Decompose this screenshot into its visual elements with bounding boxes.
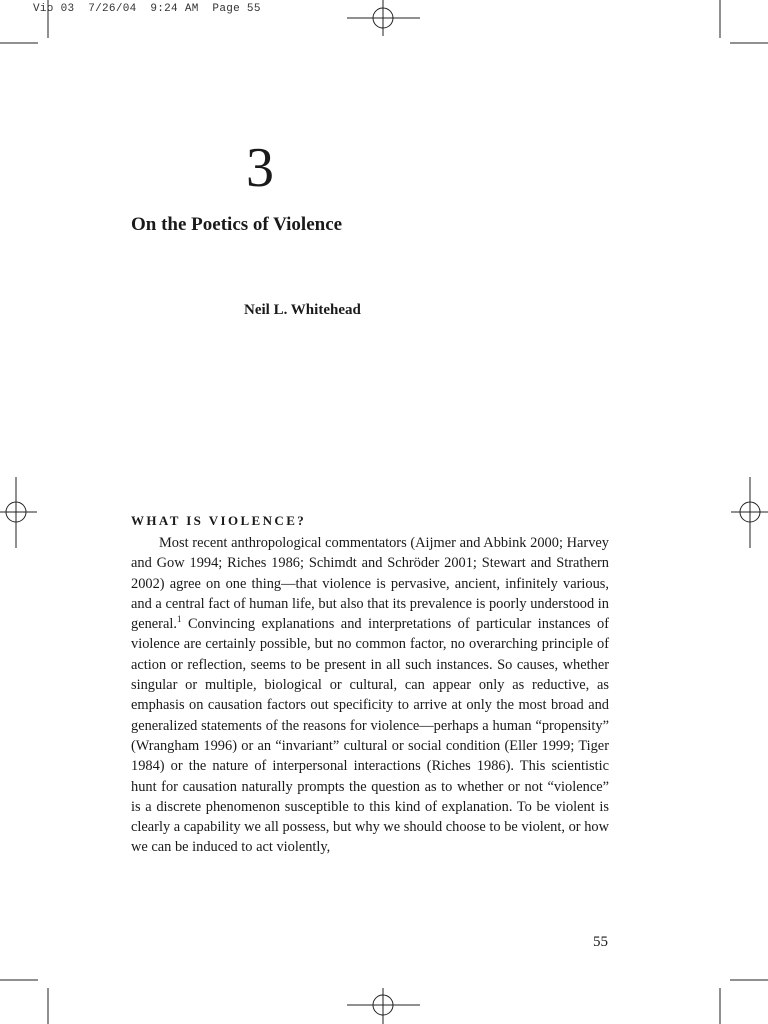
registration-mark-bottom xyxy=(347,988,420,1024)
registration-mark-right xyxy=(731,477,768,548)
registration-mark-top xyxy=(347,0,420,36)
body-text-part-1: Most recent anthropological commentators (Aijmer and Abbink 2000; Harvey and Gow 1994; Riches 1986; Schimdt and Schröder 2001; Stewart and Strathern 2002) agree on one thing—that violence is pervasive, ancient, infinitely various, and a central fact of human life, but also that its prevalence is poorly understood in general. xyxy=(131,535,609,633)
body-paragraph xyxy=(131,533,609,858)
section-heading: WHAT IS VIOLENCE? xyxy=(131,513,307,528)
chapter-title: On the Poetics of Violence xyxy=(131,214,343,235)
print-slug-line: Vio 03 7/26/04 9:24 AM Page 55 xyxy=(33,3,261,15)
body-text-part-2: Convincing explanations and interpretations of particular instances of violence are certainly possible, but no common factor, no overarching principle of action or reflection, seems to be present in all such instances. So causes, whether singular or multiple, biological or cultural, can appear only as reductive, as emphasis on causation factors out specificity to arrive at only the most broad and generalized statements of the reasons for violence—perhaps a human “propensity” (Wrangham 1996) or an “invariant” cultural or social condition (Eller 1999; Tiger 1984) or the nature of interpersonal interactions (Riches 1986). This scientistic hunt for causation naturally prompts the question as to whether or not “violence” is a discrete phenomenon susceptible to this kind of explanation. To be violent is clearly a capability we all possess, but why we should choose to be violent, or how we can be induced to act violently, xyxy=(131,616,609,856)
chapter-author: Neil L. Whitehead xyxy=(244,302,361,318)
chapter-number: 3 xyxy=(246,137,274,199)
page-number: 55 xyxy=(593,934,608,950)
footnote-marker[interactable]: 1 xyxy=(176,614,182,625)
registration-mark-left xyxy=(0,477,37,548)
